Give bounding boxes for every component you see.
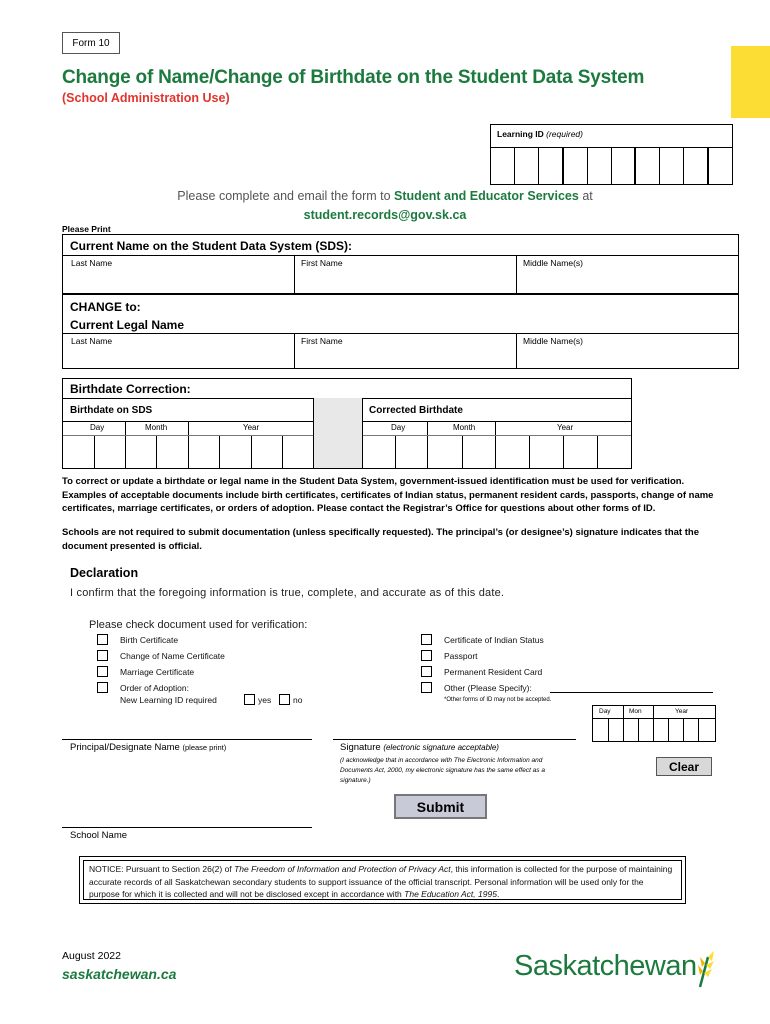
other-id-label: Other (Please Specify): <box>444 683 532 693</box>
corrected-day-label: Day <box>391 423 406 432</box>
passport-label: Passport <box>444 651 478 661</box>
sds-month-label: Month <box>145 423 168 432</box>
passport-checkbox[interactable] <box>421 650 432 661</box>
other-id-checkbox[interactable] <box>421 682 432 693</box>
order-of-adoption-label: Order of Adoption: <box>120 683 189 693</box>
permanent-resident-label: Permanent Resident Card <box>444 667 543 677</box>
date-year-label: Year <box>675 708 689 715</box>
yes-label: yes <box>258 695 272 705</box>
verification-info-text: To correct or update a birthdate or legal name in the Student Data System, government-issued identification must be used for verification. Examples of acceptable documents include birth certificates, certificates of Indian status, permanent resident cards, passports, change of name certificates, marriage certificates, or orders of adoption. Please contact the Registrar’s Office for questions about other forms of ID. <box>62 476 714 514</box>
current-name-heading: Current Name on the Student Data System (SDS): <box>70 239 353 253</box>
birthdate-heading: Birthdate Correction: <box>70 382 191 396</box>
current-first-name-input[interactable]: First Name <box>301 258 343 268</box>
marriage-certificate-label: Marriage Certificate <box>120 667 195 677</box>
page-subtitle: (School Administration Use) <box>62 91 230 105</box>
current-middle-name-input[interactable]: Middle Name(s) <box>523 258 583 268</box>
marriage-certificate-checkbox[interactable] <box>97 666 108 677</box>
birth-certificate-label: Birth Certificate <box>120 635 179 645</box>
current-name-section <box>62 234 739 294</box>
submit-button[interactable]: Submit <box>394 794 487 819</box>
declaration-text: I confirm that the foregoing information is true, complete, and accurate as of this date. <box>70 587 505 599</box>
learning-id-box <box>490 124 733 185</box>
other-id-note: *Other forms of ID may not be accepted. <box>444 697 552 703</box>
change-to-heading: CHANGE to: <box>70 300 141 314</box>
other-id-specify-input[interactable] <box>550 692 713 693</box>
instructions-text: Please complete and email the form to Student and Educator Services at <box>177 189 593 203</box>
yellow-accent-tab <box>731 46 770 118</box>
indian-status-checkbox[interactable] <box>421 634 432 645</box>
declaration-heading: Declaration <box>70 566 139 580</box>
birthdate-section <box>62 378 632 469</box>
learning-id-input[interactable] <box>491 147 732 185</box>
corrected-month-label: Month <box>453 423 476 432</box>
electronic-signature-ack: (I acknowledge that in accordance with The Electronic Information and Documents Act, 2000, my electronic signature has the same effect as a signature.) <box>340 757 545 784</box>
date-mon-label: Mon <box>629 708 642 715</box>
school-name-input[interactable] <box>62 827 312 828</box>
wheat-icon <box>694 951 722 989</box>
learning-id-label: Learning ID (required) <box>497 129 583 139</box>
new-first-name-input[interactable]: First Name <box>301 336 343 346</box>
permanent-resident-checkbox[interactable] <box>421 666 432 677</box>
form-date: August 2022 <box>62 950 121 962</box>
no-label: no <box>293 695 303 705</box>
corrected-birthdate-label: Corrected Birthdate <box>369 405 463 416</box>
email-link[interactable]: student.records@gov.sk.ca <box>303 208 467 222</box>
page-title: Change of Name/Change of Birthdate on the Student Data System <box>62 67 645 88</box>
signature-input[interactable] <box>333 739 576 740</box>
new-id-no-checkbox[interactable] <box>279 694 290 705</box>
signature-label: Signature (electronic signature acceptable) <box>340 742 499 753</box>
birth-certificate-checkbox[interactable] <box>97 634 108 645</box>
name-change-certificate-checkbox[interactable] <box>97 650 108 661</box>
please-print-label: Please Print <box>62 224 111 234</box>
sds-year-label: Year <box>243 423 260 432</box>
check-document-heading: Please check document used for verification: <box>89 619 308 631</box>
saskatchewan-logo: Saskatchewan <box>514 950 697 982</box>
sds-birthdate-input[interactable] <box>63 436 313 468</box>
declaration-date-input[interactable] <box>592 705 716 742</box>
new-id-yes-checkbox[interactable] <box>244 694 255 705</box>
new-last-name-input[interactable]: Last Name <box>71 336 113 346</box>
new-learning-id-label: New Learning ID required <box>120 695 217 705</box>
change-to-section <box>62 294 739 369</box>
order-of-adoption-checkbox[interactable] <box>97 682 108 693</box>
new-middle-name-input[interactable]: Middle Name(s) <box>523 336 583 346</box>
corrected-year-label: Year <box>557 423 574 432</box>
form-number-badge: Form 10 <box>62 32 120 54</box>
principal-name-input[interactable] <box>62 739 312 740</box>
privacy-notice: NOTICE: Pursuant to Section 26(2) of The Freedom of Information and Protection of Privacy Act, this information is collected for the purpose of maintaining accurate records of all Saskatchewan secondary students to support issuance of the official transcript. Personal information will be used only for the purpose for which it is collected and will not be disclosed except in accordance with The Education Act, 1995. <box>79 856 686 904</box>
legal-name-heading: Current Legal Name <box>70 318 185 332</box>
indian-status-label: Certificate of Indian Status <box>444 635 544 645</box>
school-name-label: School Name <box>70 830 128 841</box>
corrected-birthdate-input[interactable] <box>363 436 631 468</box>
name-change-certificate-label: Change of Name Certificate <box>120 651 225 661</box>
website-link[interactable]: saskatchewan.ca <box>62 966 177 982</box>
birthdate-sds-label: Birthdate on SDS <box>70 405 153 416</box>
sds-day-label: Day <box>90 423 105 432</box>
current-last-name-input[interactable]: Last Name <box>71 258 113 268</box>
date-day-label: Day <box>599 708 611 715</box>
principal-name-label: Principal/Designate Name (please print) <box>70 742 227 753</box>
documentation-info-text: Schools are not required to submit documentation (unless specifically requested). The principal’s (or designee’s) signature indicates that the document presented is official. <box>62 527 699 552</box>
clear-button[interactable]: Clear <box>656 757 712 776</box>
